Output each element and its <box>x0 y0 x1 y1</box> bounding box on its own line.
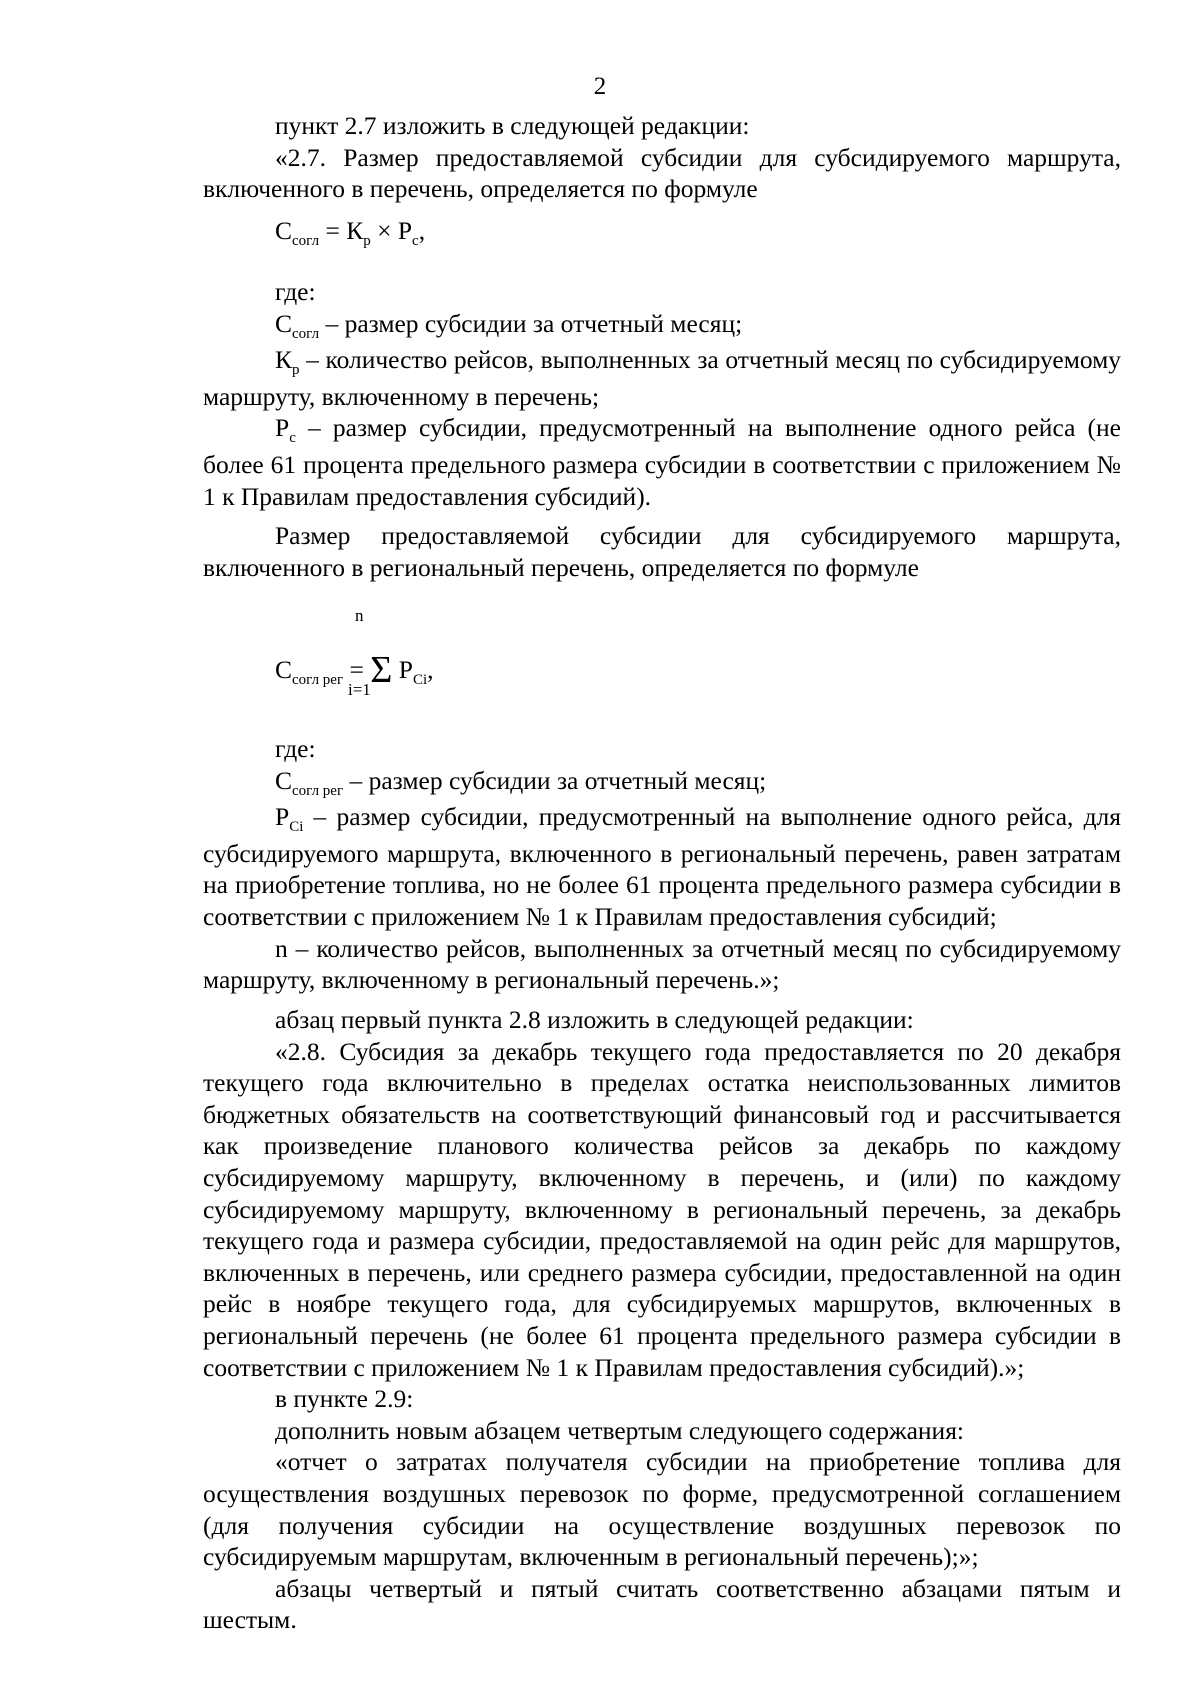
paragraph: пункт 2.7 изложить в следующей редакции: <box>275 111 750 140</box>
where-label: где: <box>275 277 316 306</box>
paragraph: «2.7. Размер предоставляемой субсидии для субсидируемого маршрута, включенного в перечень, определяется по формуле <box>203 142 1121 204</box>
page-number: 2 <box>593 73 607 100</box>
paragraph: «отчет о затратах получателя субсидии на приобретение топлива для осуществления воздушных перевозок по форме, предусмотренной соглашением (для получения субсидии на осуществление воздушных перевозок по субсидируемым маршрутам, включенным в региональный перечень);»; <box>203 1447 1121 1572</box>
sum-upper-limit: n <box>355 606 364 625</box>
definition-n: n – количество рейсов, выполненных за отчетный месяц по субсидируемому маршруту, включенному в региональный перечень.»; <box>203 933 1121 995</box>
paragraph: «2.8. Субсидия за декабрь текущего года предоставляется по 20 декабря текущего года включительно в пределах остатка неиспользованных лимитов бюджетных обязательств на соответствующий финансовый год и рассчитывается как произведение планового количества рейсов за декабрь по каждому субсидируемому маршруту, включенному в перечень, и (или) по каждому субсидируемому маршруту, включенному в региональный перечень, за декабрь текущего года и размера субсидии, предоставляемой на один рейс для маршрутов, включенных в перечень, или среднего размера субсидии, предоставленной на один рейс в ноябре текущего года, для субсидируемых маршрутов, включенных в региональный перечень (не более 61 процента предельного размера субсидии в соответствии с приложением № 1 к Правилам предоставления субсидий).»; <box>203 1036 1121 1382</box>
definition-p-ci: $Р_{Сi}$ – размер субсидии, предусмотренный на выполнение одного рейса, для субсидируемого маршрута, включенного в региональный перечень, равен затратам на приобретение топлива, но не более 61 процента предельного размера субсидии в соответствии с приложением № 1 к Правилам предоставления субсидий; <box>203 802 1121 931</box>
paragraph: в пункте 2.9: <box>275 1384 414 1414</box>
definition-c-sogl-reg: $С_{согл рег}$ – размер субсидии за отчетный месяц; <box>275 765 767 799</box>
definition-c-sogl: $С_{согл}$ – размер субсидии за отчетный месяц; <box>275 308 743 342</box>
formula-c-sogl-reg: n $С_{согл рег} = \Sigma$ $Р_{Сi}$, i=1 <box>275 606 434 699</box>
definition-p-c: $Р_с$ – размер субсидии, предусмотренный на выполнение одного рейса (не более 61 процента предельного размера субсидии в соответствии с приложением № 1 к Правилам предоставления субсидий). <box>203 413 1121 511</box>
paragraph-group-2-7 <box>203 110 1121 205</box>
sum-lower-limit: i=1 <box>348 680 371 699</box>
sigma-symbol: Σ <box>370 649 393 691</box>
paragraph: дополнить новым абзацем четвертым следующего содержания: <box>275 1415 965 1445</box>
paragraph: абзац первый пункта 2.8 изложить в следующей редакции: <box>275 1005 914 1034</box>
definitions-group-2 <box>203 733 1121 996</box>
where-label: где: <box>275 734 316 763</box>
definitions-group-1 <box>203 276 1121 512</box>
definition-k-r: $К_р$ – количество рейсов, выполненных за отчетный месяц по субсидируемому маршруту, включенному в перечень; <box>203 345 1121 411</box>
paragraph: абзацы четвертый и пятый считать соответственно абзацами пятым и шестым. <box>203 1573 1121 1635</box>
formula-c-sogl: $С_{согл} = К_р \times Р_с$, <box>275 216 426 249</box>
paragraph: Размер предоставляемой субсидии для субсидируемого маршрута, включенного в региональный перечень, определяется по формуле <box>203 521 1121 582</box>
paragraph-group-regional <box>203 520 1121 583</box>
paragraph-group-2-8-2-9 <box>203 1004 1121 1636</box>
